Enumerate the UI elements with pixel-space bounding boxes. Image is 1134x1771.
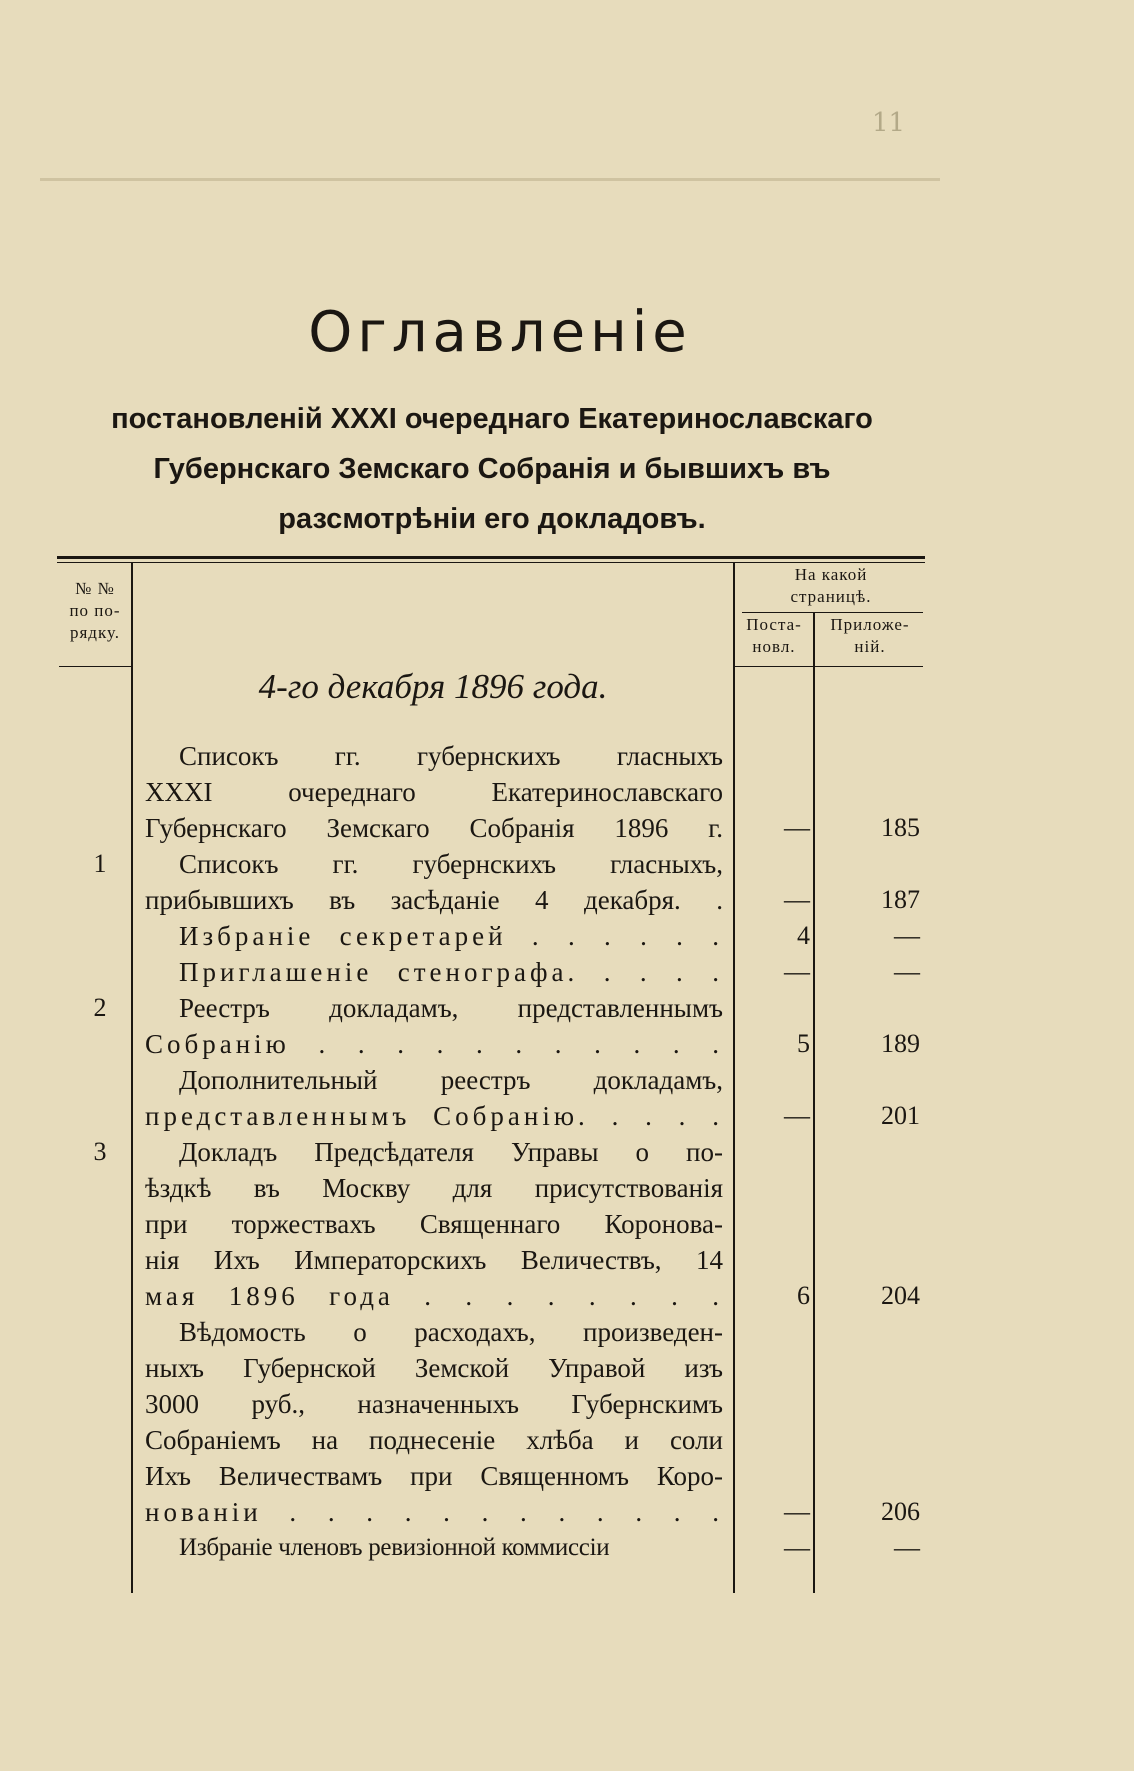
post-page: — — [784, 1101, 810, 1130]
app-page: 201 — [881, 1101, 920, 1130]
entry-text: прибывшихъ въ засѣданіе 4 декабря. . — [145, 885, 723, 915]
page-header-line2: страницѣ. — [790, 587, 872, 606]
entry-text: Дополнительный реестръ докладамъ, — [179, 1065, 723, 1095]
table-top-rule — [57, 556, 925, 559]
text-column-divider — [733, 563, 735, 1593]
num-header-line2: по по- — [69, 601, 121, 620]
post-page: — — [784, 1497, 810, 1526]
entry-text: Вѣдомость о расходахъ, произведен- — [179, 1317, 723, 1347]
entry-text: XXXI очереднаго Екатеринославскаго — [145, 777, 723, 807]
post-page: — — [784, 957, 810, 986]
post-page: — — [784, 813, 810, 842]
entry-text: Приглашеніе стенографа. . . . . — [179, 957, 723, 987]
entry-text: Избраніе секретарей . . . . . . — [179, 921, 723, 951]
page-subtitle: постановленій XXXI очереднаго Екатеринославскаго Губернскаго Земскаго Собранія и бывшихъ въ разсмотрѣніи его докладовъ. — [111, 403, 873, 535]
entry-text: нія Ихъ Императорскихъ Величествъ, 14 — [145, 1245, 723, 1275]
page-header-line1: На какой — [794, 565, 868, 584]
num-header-line3: рядку. — [69, 623, 121, 642]
num-header-underline — [59, 666, 131, 667]
app-page: 187 — [881, 885, 920, 914]
post-column-header-line1: Поста- — [746, 615, 802, 634]
entry-text: Собраніемъ на поднесеніе хлѣба и соли — [145, 1425, 723, 1455]
app-page: — — [894, 1533, 920, 1562]
app-page: 185 — [881, 813, 920, 842]
entry-text: Губернскаго Земскаго Собранія 1896 г. — [145, 813, 723, 843]
section-date: 4-го декабря 1896 года. — [258, 667, 608, 706]
entry-text: мая 1896 года . . . . . . . . — [145, 1281, 723, 1311]
entry-text: Ихъ Величествамъ при Священномъ Коро- — [145, 1461, 723, 1491]
app-page: — — [894, 921, 920, 950]
page-number: 11 — [872, 108, 906, 138]
entry-text: ныхъ Губернской Земской Управой изъ — [145, 1353, 723, 1383]
page-header — [737, 564, 925, 608]
post-page: 4 — [797, 921, 810, 950]
entry-text: Реестръ докладамъ, представленнымъ — [179, 993, 723, 1023]
post-page: 5 — [797, 1029, 810, 1058]
num-header — [57, 578, 133, 644]
entry-number: 3 — [93, 1137, 107, 1166]
page-subcolumn-divider — [813, 613, 815, 1593]
app-column-header — [815, 614, 925, 658]
entry-text: Списокъ гг. губернскихъ гласныхъ, — [179, 849, 723, 879]
entry-number: 1 — [93, 849, 107, 878]
app-page: — — [894, 957, 920, 986]
entry-text: Списокъ гг. губернскихъ гласныхъ — [179, 741, 723, 771]
entry-number: 2 — [93, 993, 107, 1022]
page-subheader-underline — [735, 666, 923, 667]
app-page: 206 — [881, 1497, 920, 1526]
entry-text: представленнымъ Собранію. . . . . — [145, 1101, 723, 1131]
page-title: Оглавленіе — [308, 300, 692, 365]
entry-text: ѣздкѣ въ Москву для присутствованія — [145, 1173, 723, 1203]
app-column-header-line1: Приложе- — [830, 615, 910, 634]
entry-text: Докладъ Предсѣдателя Управы о по- — [179, 1137, 723, 1167]
table-top-rule-thin — [57, 562, 925, 563]
post-column-header — [735, 614, 813, 658]
post-page: 6 — [797, 1281, 810, 1310]
app-page: 189 — [881, 1029, 920, 1058]
num-column-divider — [131, 563, 133, 1593]
entry-text: нованіи . . . . . . . . . . . . — [145, 1497, 723, 1527]
app-page: 204 — [881, 1281, 920, 1310]
entry-text: Избраніе членовъ ревизіонной коммиссіи — [179, 1534, 610, 1561]
page-header-underline — [742, 612, 923, 613]
show-through-rule — [40, 178, 940, 181]
entry-text: при торжествахъ Священнаго Коронова- — [145, 1209, 723, 1239]
post-page: — — [784, 885, 810, 914]
app-column-header-line2: ній. — [854, 637, 886, 656]
entry-text: Собранію . . . . . . . . . . . — [145, 1029, 723, 1059]
entry-text: 3000 руб., назначенныхъ Губернскимъ — [145, 1389, 723, 1419]
post-column-header-line2: новл. — [752, 637, 796, 656]
num-header-line1: № № — [75, 579, 115, 598]
post-page: — — [784, 1533, 810, 1562]
